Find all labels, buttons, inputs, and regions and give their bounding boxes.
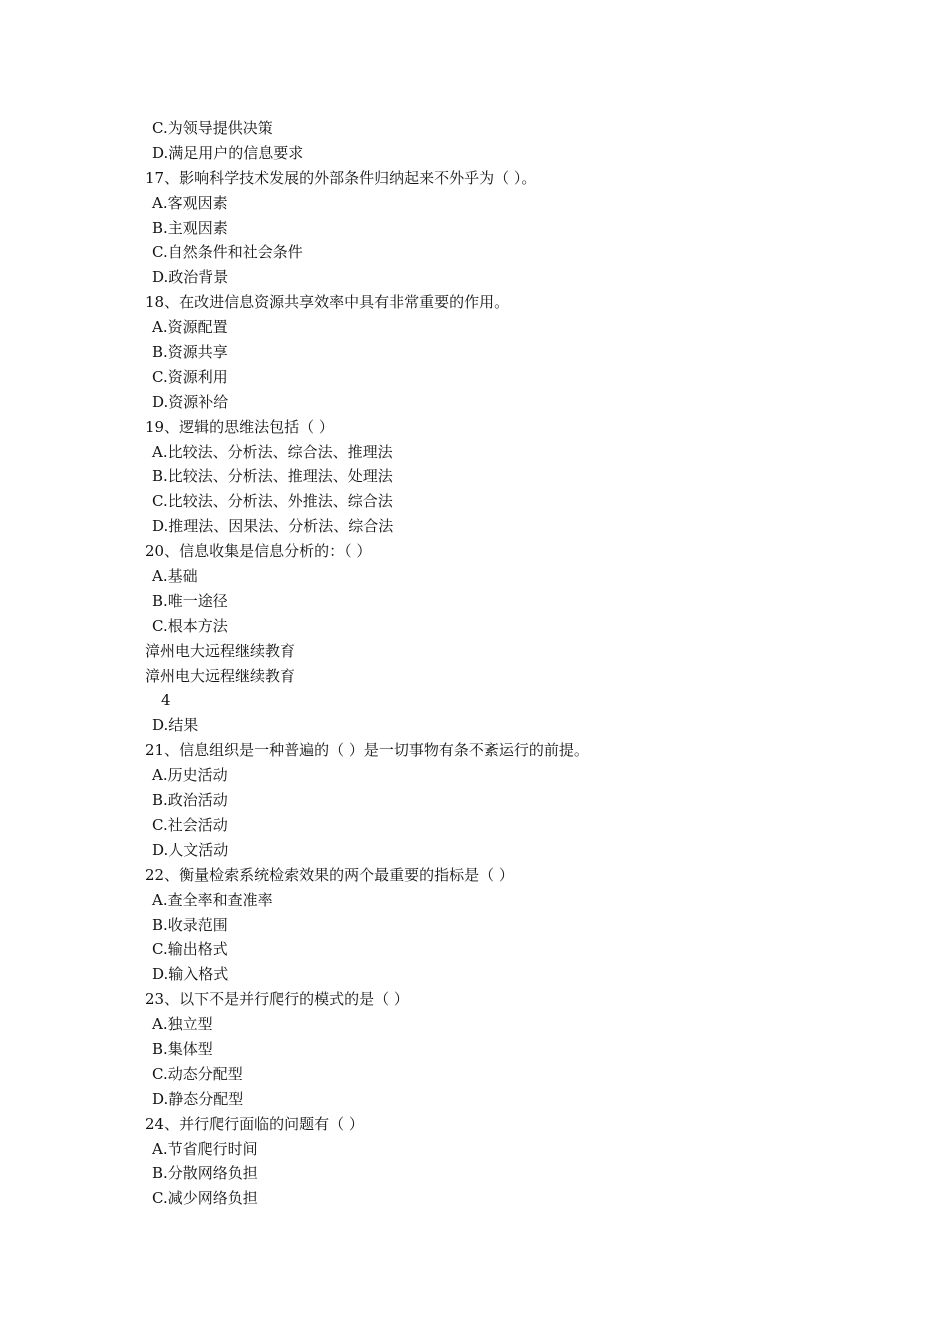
question-17: 17、影响科学技术发展的外部条件归纳起来不外乎为（ ）。 — [145, 168, 537, 187]
option-line: D.推理法、因果法、分析法、综合法 — [152, 517, 394, 536]
option-line: B.唯一途径 — [152, 591, 228, 610]
question-21: 21、信息组织是一种普遍的（ ）是一切事物有条不紊运行的前提。 — [145, 741, 589, 760]
option-line: C.比较法、分析法、外推法、综合法 — [152, 492, 393, 511]
question-22: 22、衡量检索系统检索效果的两个最重要的指标是（ ） — [145, 865, 514, 884]
option-line: C.输出格式 — [152, 940, 228, 959]
option-line: A.独立型 — [152, 1015, 213, 1034]
option-line: D.人文活动 — [152, 840, 229, 859]
option-line: C.减少网络负担 — [152, 1189, 258, 1208]
option-line: B.政治活动 — [152, 791, 228, 810]
option-line: D.资源补给 — [152, 392, 229, 411]
option-line: A.查全率和查准率 — [152, 890, 273, 909]
option-line: C.根本方法 — [152, 616, 228, 635]
option-line: B.主观因素 — [152, 218, 228, 237]
question-24: 24、并行爬行面临的问题有（ ） — [145, 1114, 364, 1133]
question-20: 20、信息收集是信息分析的：（ ） — [145, 542, 372, 561]
option-line: B.分散网络负担 — [152, 1164, 258, 1183]
page-number: 4 — [161, 691, 171, 710]
option-line: A.节省爬行时间 — [152, 1139, 258, 1158]
question-19: 19、逻辑的思维法包括（ ） — [145, 417, 334, 436]
option-line: D.满足用户的信息要求 — [152, 143, 304, 162]
option-line: D.结果 — [152, 716, 199, 735]
option-line: A.客观因素 — [152, 193, 228, 212]
option-line: A.基础 — [152, 567, 198, 586]
option-line: C.社会活动 — [152, 815, 228, 834]
option-line: B.集体型 — [152, 1039, 213, 1058]
option-line: D.静态分配型 — [152, 1089, 244, 1108]
option-line: C.动态分配型 — [152, 1064, 243, 1083]
page-footer-text: 漳州电大远程继续教育 — [145, 641, 296, 660]
option-line: A.比较法、分析法、综合法、推理法 — [152, 442, 393, 461]
option-line: B.收录范围 — [152, 915, 228, 934]
option-line: D.输入格式 — [152, 965, 229, 984]
option-line: C.为领导提供决策 — [152, 119, 273, 137]
question-23: 23、以下不是并行爬行的模式的是（ ） — [145, 990, 409, 1009]
option-line: A.资源配置 — [152, 318, 228, 337]
option-line: A.历史活动 — [152, 766, 228, 785]
question-18: 18、在改进信息资源共享效率中具有非常重要的作用。 — [145, 293, 510, 312]
option-line: C.自然条件和社会条件 — [152, 243, 303, 262]
option-line: B.资源共享 — [152, 343, 228, 362]
question-list — [145, 116, 905, 1211]
option-line: D.政治背景 — [152, 268, 229, 287]
option-line: B.比较法、分析法、推理法、处理法 — [152, 467, 393, 486]
option-line: C.资源利用 — [152, 367, 228, 386]
page-header-text: 漳州电大远程继续教育 — [145, 666, 296, 685]
